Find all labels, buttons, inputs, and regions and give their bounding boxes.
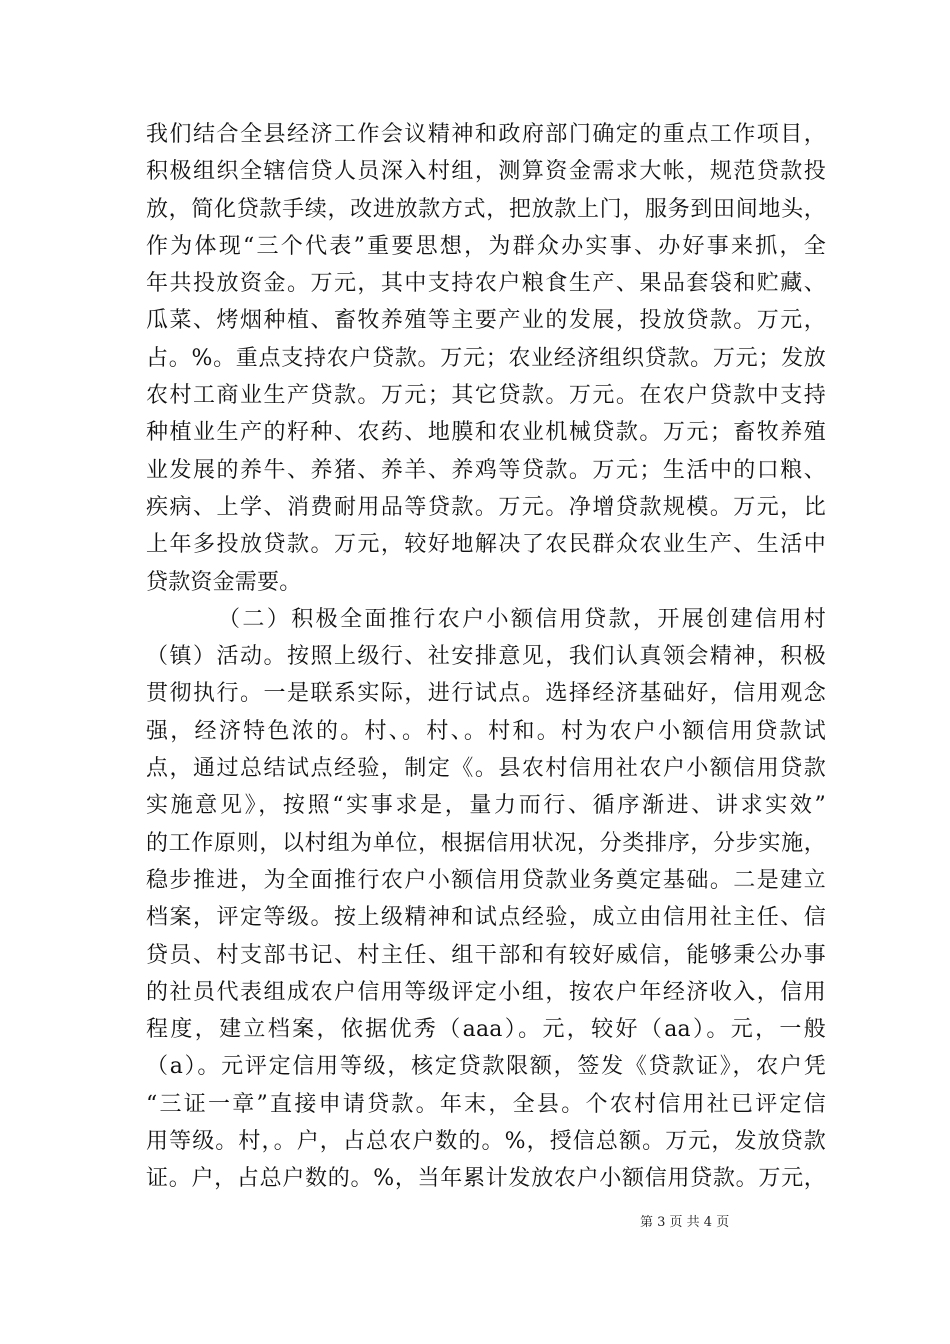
text-line: 种植业生产的籽种、农药、地膜和农业机械贷款。万元；畜牧养殖 (146, 420, 826, 446)
text-line: 年共投放资金。万元，其中支持农户粮食生产、果品套袋和贮藏、 (146, 271, 826, 297)
text-line: 放，简化贷款手续，改进放款方式，把放款上门，服务到田间地头， (146, 196, 826, 222)
text-line: 业发展的养牛、养猪、养羊、养鸡等贷款。万元；生活中的口粮、 (146, 457, 826, 483)
text-line: 积极组织全辖信贷人员深入村组，测算资金需求大帐，规范贷款投 (146, 159, 826, 185)
text-line: 的社员代表组成农户信用等级评定小组，按农户年经济收入，信用 (146, 979, 826, 1005)
text-line: 程度，建立档案，依据优秀（aaa）。元，较好（aa）。元，一般 (146, 1017, 826, 1043)
text-line: 农村工商业生产贷款。万元；其它贷款。万元。在农户贷款中支持 (146, 383, 826, 409)
text-line: （镇）活动。按照上级行、社安排意见，我们认真领会精神，积极 (146, 644, 826, 670)
text-line: 用等级。村，。户，占总农户数的。%，授信总额。万元，发放贷款 (146, 1129, 826, 1155)
body-text (146, 116, 826, 1198)
text-line: 的工作原则，以村组为单位，根据信用状况，分类排序，分步实施， (146, 830, 826, 856)
text-line: 稳步推进，为全面推行农户小额信用贷款业务奠定基础。二是建立 (146, 867, 826, 893)
text-line: 占。%。重点支持农户贷款。万元；农业经济组织贷款。万元；发放 (146, 345, 826, 371)
text-line: “三证一章”直接申请贷款。年末，全县。个农村信用社已评定信 (146, 1091, 826, 1117)
text-line: 作为体现“三个代表”重要思想，为群众办实事、办好事来抓，全 (146, 233, 826, 259)
text-line: （a）。元评定信用等级，核定贷款限额，签发《贷款证》，农户凭 (146, 1054, 826, 1080)
text-line: 上年多投放贷款。万元，较好地解决了农民群众农业生产、生活中 (146, 532, 826, 558)
text-line: 贯彻执行。一是联系实际，进行试点。选择经济基础好，信用观念 (146, 681, 826, 707)
section-heading-line: （二）积极全面推行农户小额信用贷款，开展创建信用村 (218, 606, 826, 632)
text-line: 我们结合全县经济工作会议精神和政府部门确定的重点工作项目， (146, 122, 826, 147)
text-line: 档案，评定等级。按上级精神和试点经验，成立由信用社主任、信 (146, 905, 826, 931)
text-line: 实施意见》，按照“实事求是，量力而行、循序渐进、讲求实效” (146, 793, 826, 819)
page-number: 第 3 页 共 4 页 (640, 1215, 730, 1230)
text-line: 疾病、上学、消费耐用品等贷款。万元。净增贷款规模。万元，比 (146, 494, 826, 520)
text-line: 证。户，占总户数的。%，当年累计发放农户小额信用贷款。万元， (146, 1166, 826, 1192)
text-line: 瓜菜、烤烟种植、畜牧养殖等主要产业的发展，投放贷款。万元， (146, 308, 826, 334)
text-line: 强，经济特色浓的。村、。村、。村和。村为农户小额信用贷款试 (146, 718, 826, 744)
text-line: 点，通过总结试点经验，制定《。县农村信用社农户小额信用贷款 (146, 756, 826, 782)
text-line: 贷员、村支部书记、村主任、组干部和有较好威信，能够秉公办事 (146, 942, 826, 968)
text-line: 贷款资金需要。 (146, 569, 302, 595)
